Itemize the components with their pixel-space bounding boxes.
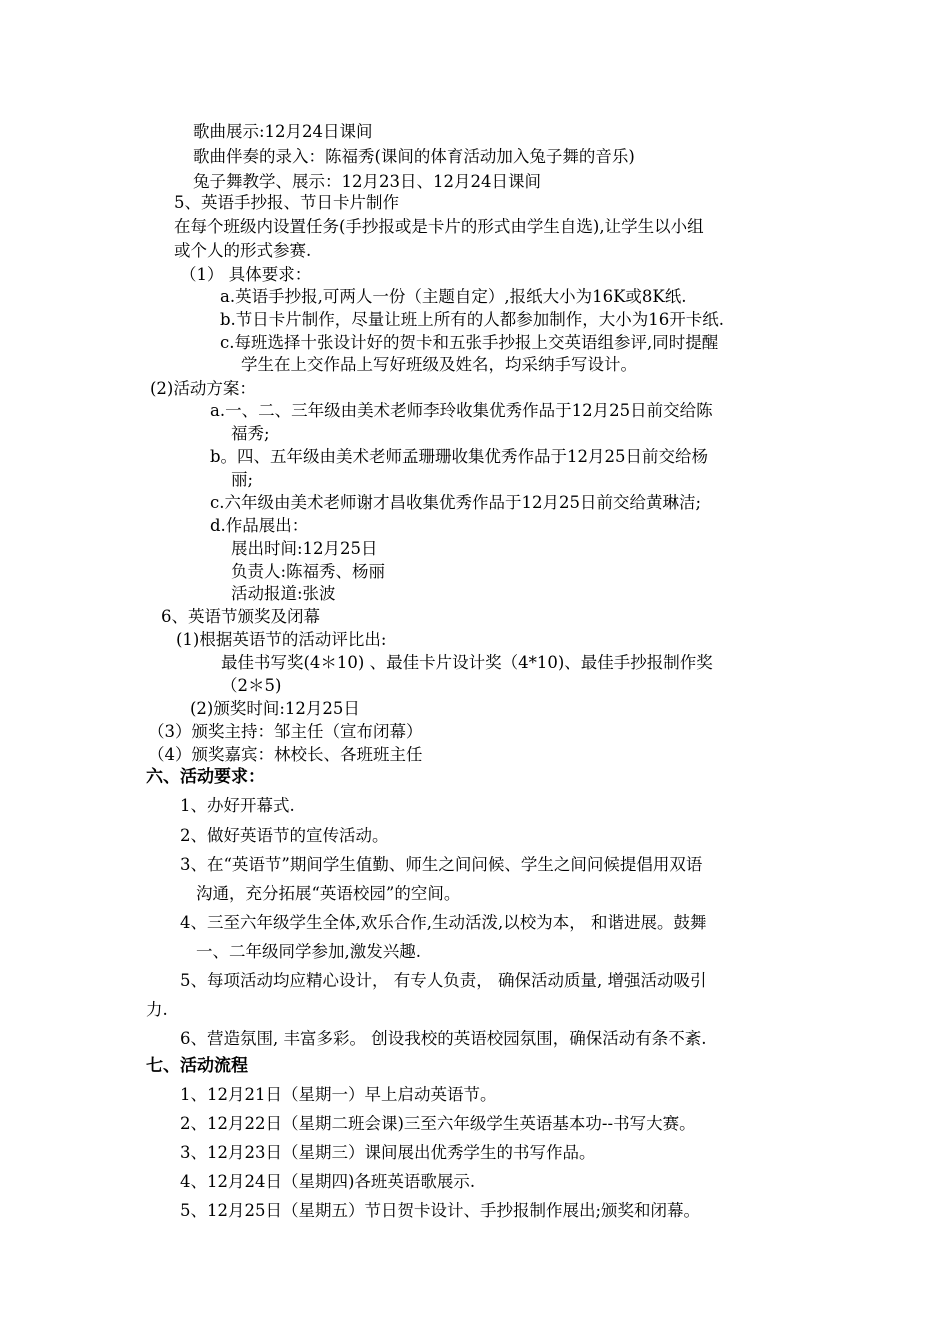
text-line: 丽; bbox=[231, 470, 254, 489]
text-line: 5、英语手抄报、节日卡片制作 bbox=[174, 193, 399, 212]
text-line: 一、二年级同学参加,激发兴趣. bbox=[196, 942, 421, 961]
text-line: b。四、五年级由美术老师孟珊珊收集优秀作品于12月25日前交给杨 bbox=[210, 447, 709, 466]
text-line: 在每个班级内设置任务(手抄报或是卡片的形式由学生自选),让学生以小组 bbox=[174, 217, 704, 236]
text-line: 1、12月21日（星期一）早上启动英语节。 bbox=[180, 1085, 497, 1104]
text-line: 4、12月24日（星期四)各班英语歌展示. bbox=[180, 1172, 476, 1191]
text-line: 4、三至六年级学生全体,欢乐合作,生动活泼,以校为本， 和谐进展。鼓舞 bbox=[180, 913, 707, 932]
text-line: 兔子舞教学、展示：12月23日、12月24日课间 bbox=[193, 172, 541, 191]
text-line: 3、在“英语节”期间学生值勤、师生之间问候、学生之间问候提倡用双语 bbox=[180, 855, 703, 874]
text-line: a.一、二、三年级由美术老师李玲收集优秀作品于12月25日前交给陈 bbox=[210, 401, 713, 420]
text-line: 福秀; bbox=[231, 424, 270, 443]
text-line: 2、12月22日（星期二班会课)三至六年级学生英语基本功--书写大赛。 bbox=[180, 1114, 696, 1133]
text-line: (2)颁奖时间:12月25日 bbox=[190, 699, 360, 718]
text-line: 最佳书写奖(4＊10) 、最佳卡片设计奖（4*10)、最佳手抄报制作奖 bbox=[221, 653, 713, 672]
text-line: （3）颁奖主持：邹主任（宣布闭幕） bbox=[148, 722, 423, 741]
text-line: 力. bbox=[146, 1000, 168, 1019]
text-line: 展出时间:12月25日 bbox=[231, 539, 378, 558]
section-heading: 六、活动要求： bbox=[146, 767, 265, 787]
text-line: （2＊5) bbox=[221, 676, 282, 695]
text-line: c.每班选择十张设计好的贺卡和五张手抄报上交英语组参评,同时提醒 bbox=[220, 333, 719, 352]
text-line: 或个人的形式参赛. bbox=[174, 241, 312, 260]
text-line: 6、营造氛围, 丰富多彩。 创设我校的英语校园氛围，确保活动有条不紊. bbox=[180, 1029, 707, 1048]
text-line: 5、每项活动均应精心设计， 有专人负责， 确保活动质量, 增强活动吸引 bbox=[180, 971, 707, 990]
text-line: 1、办好开幕式. bbox=[180, 796, 295, 815]
text-line: (1)根据英语节的活动评比出: bbox=[176, 630, 387, 649]
text-line: c.六年级由美术老师谢才昌收集优秀作品于12月25日前交给黄琳洁; bbox=[210, 493, 702, 512]
text-line: （1） 具体要求： bbox=[180, 265, 312, 284]
text-line: a.英语手抄报,可两人一份（主题自定）,报纸大小为16K或8K纸. bbox=[220, 287, 687, 306]
section-heading: 七、活动流程 bbox=[146, 1056, 248, 1076]
text-line: (2)活动方案： bbox=[150, 379, 256, 398]
text-line: （4）颁奖嘉宾：林校长、各班班主任 bbox=[148, 745, 423, 764]
text-line: 3、12月23日（星期三）课间展出优秀学生的书写作品。 bbox=[180, 1143, 596, 1162]
text-line: 歌曲伴奏的录入：陈福秀(课间的体育活动加入兔子舞的音乐) bbox=[193, 147, 635, 166]
text-line: d.作品展出： bbox=[210, 516, 309, 535]
text-line: 负责人:陈福秀、杨丽 bbox=[231, 562, 386, 581]
text-line: 歌曲展示:12月24日课间 bbox=[193, 122, 373, 141]
text-line: 5、12月25日（星期五）节日贺卡设计、手抄报制作展出;颁奖和闭幕。 bbox=[180, 1201, 701, 1220]
text-line: b.节日卡片制作，尽量让班上所有的人都参加制作，大小为16开卡纸. bbox=[220, 310, 725, 329]
text-line: 6、英语节颁奖及闭幕 bbox=[161, 607, 320, 626]
text-line: 活动报道:张波 bbox=[231, 584, 336, 603]
text-line: 沟通，充分拓展“英语校园”的空间。 bbox=[196, 884, 461, 903]
text-line: 2、做好英语节的宣传活动。 bbox=[180, 826, 389, 845]
text-line: 学生在上交作品上写好班级及姓名，均采纳手写设计。 bbox=[241, 355, 637, 374]
